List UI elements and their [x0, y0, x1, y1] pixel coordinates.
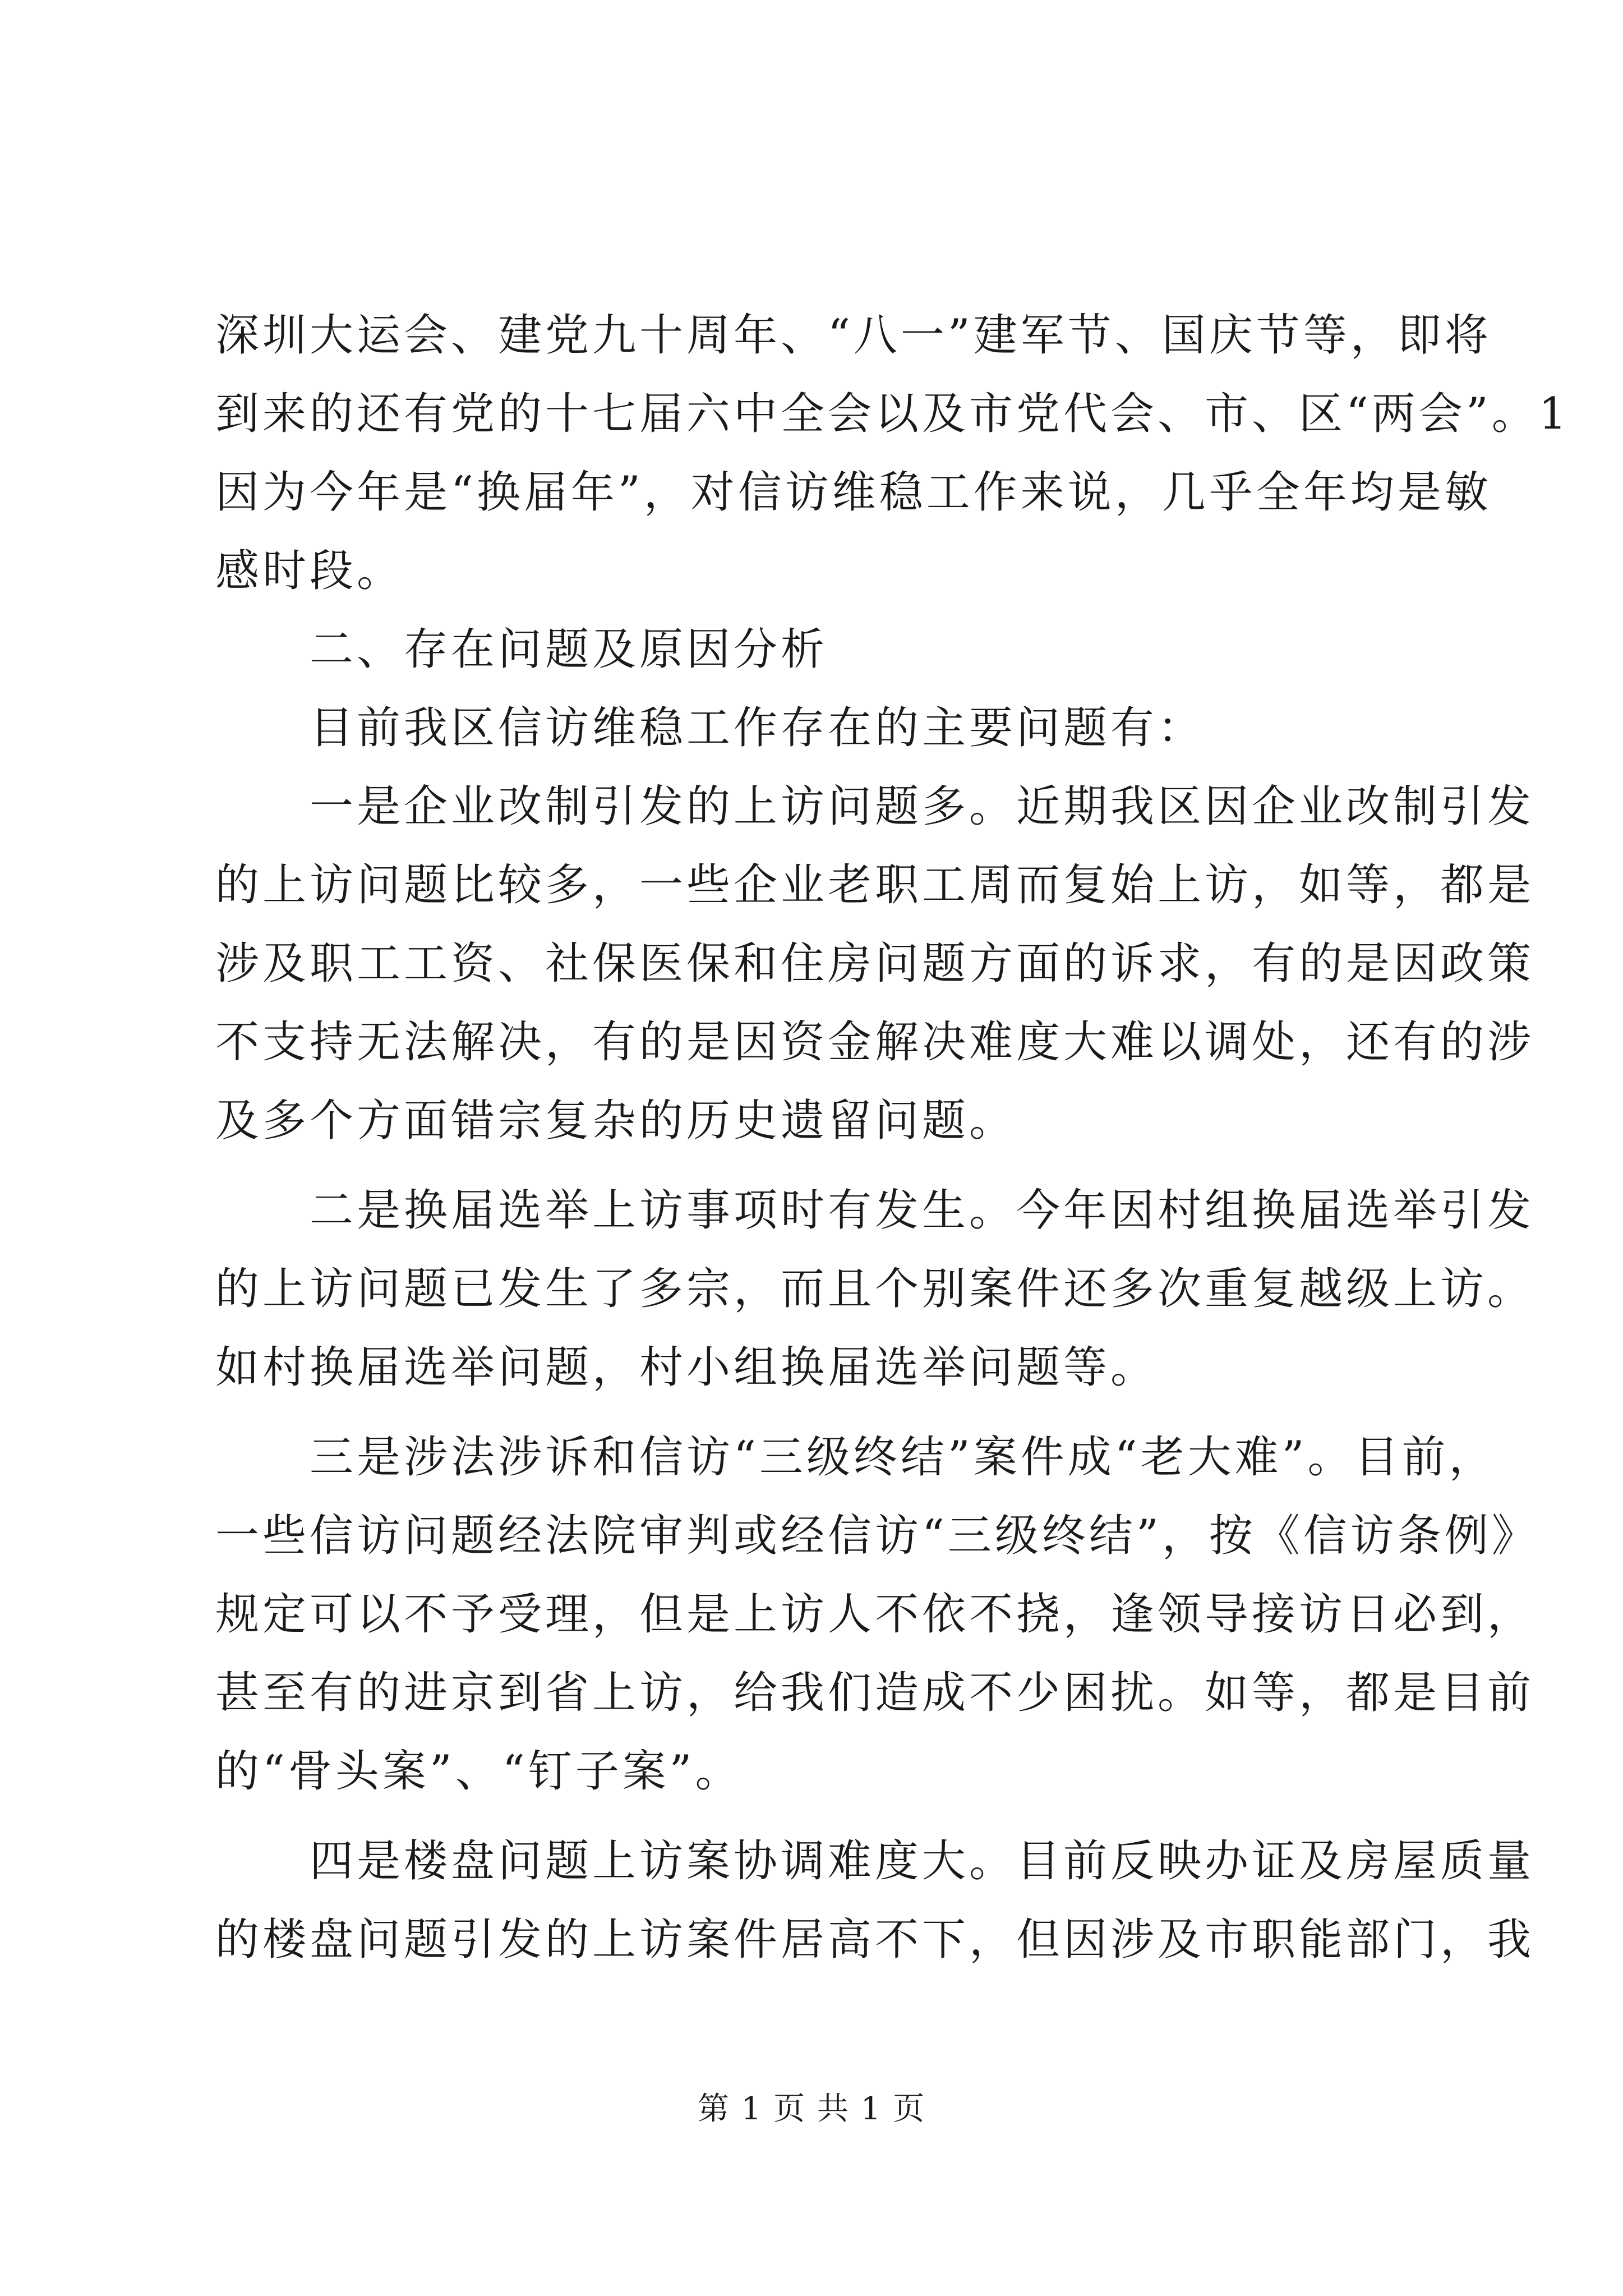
text-line: 一是企业改制引发的上访问题多。近期我区因企业改制引发	[310, 781, 1535, 832]
text-line: 目前我区信访维稳工作存在的主要问题有：	[310, 703, 1205, 753]
text-line: 三是涉法涉诉和信访“三级终结”案件成“老大难”。目前，	[310, 1432, 1496, 1483]
paragraph-gap	[215, 1160, 1477, 1171]
paragraph-gap	[215, 1407, 1477, 1418]
text-line: 不支持无法解决，有的是因资金解决难度大难以调处，还有的涉	[215, 1017, 1535, 1068]
text-line: 到来的还有党的十七届六中全会以及市党代会、市、区“两会”。1	[215, 389, 1570, 439]
text-line: 涉及职工工资、社保医保和住房问题方面的诉求，有的是因政策	[215, 938, 1535, 989]
text-line: 因为今年是“换届年”，对信访维稳工作来说，几乎全年均是敏	[215, 467, 1492, 518]
text-line: 规定可以不予受理，但是上访人不依不挠，逢领导接访日必到，	[215, 1589, 1535, 1640]
section-heading: 二、存在问题及原因分析	[310, 624, 828, 675]
text-line: 的上访问题比较多，一些企业老职工周而复始上访，如等，都是	[215, 860, 1535, 910]
text-line: 及多个方面错宗复杂的历史遗留问题。	[215, 1096, 1017, 1146]
text-line: 四是楼盘问题上访案协调难度大。目前反映办证及房屋质量	[310, 1836, 1535, 1887]
text-line: 感时段。	[215, 546, 404, 596]
document-body	[215, 296, 1570, 1979]
page-footer: 第 1 页 共 1 页	[697, 2091, 926, 2127]
text-line: 的楼盘问题引发的上访案件居高不下，但因涉及市职能部门，我	[215, 1915, 1535, 1965]
text-line: 甚至有的进京到省上访，给我们造成不少困扰。如等，都是目前	[215, 1668, 1535, 1718]
text-line: 如村换届选举问题，村小组换届选举问题等。	[215, 1342, 1158, 1393]
paragraph-gap	[215, 1811, 1477, 1822]
text-line: 深圳大运会、建党九十周年、“八一”建军节、国庆节等，即将	[215, 310, 1492, 361]
text-line: 的“骨头案”、“钉子案”。	[215, 1746, 743, 1797]
text-line: 的上访问题已发生了多宗，而且个别案件还多次重复越级上访。	[215, 1264, 1535, 1314]
text-line: 一些信访问题经法院审判或经信访“三级终结”，按《信访条例》	[215, 1511, 1539, 1561]
text-line: 二是换届选举上访事项时有发生。今年因村组换届选举引发	[310, 1185, 1535, 1236]
